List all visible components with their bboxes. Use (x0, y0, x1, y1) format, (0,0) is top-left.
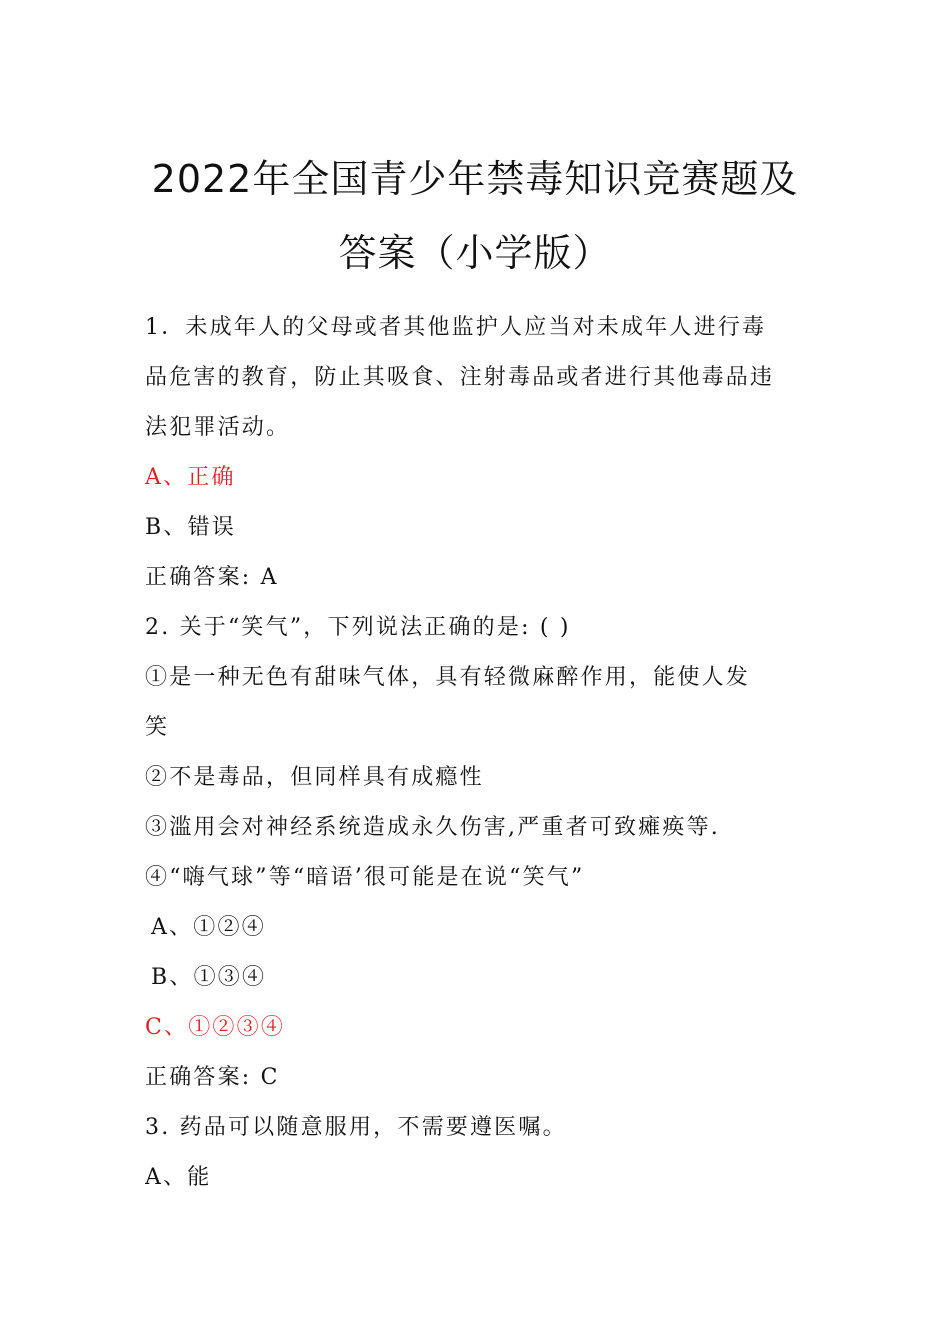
question-2-item-2: ②不是毒品，但同样具有成瘾性 (145, 765, 484, 790)
question-1-answer: 正确答案: A (145, 565, 279, 590)
question-1-option-b: B、错误 (145, 515, 236, 540)
question-1-text-line-1: 1．未成年人的父母或者其他监护人应当对未成年人进行毒 (145, 315, 767, 340)
document-title-line-1: 2022年全国青少年禁毒知识竞赛题及 (151, 157, 799, 201)
question-1-option-a-correct: A、正确 (145, 465, 236, 490)
question-1-text-line-2: 品危害的教育，防止其吸食、注射毒品或者进行其他毒品违 (145, 365, 775, 390)
question-2-option-b: B、①③④ (151, 965, 267, 990)
question-1-text-line-3: 法犯罪活动。 (145, 415, 291, 440)
question-2-item-3: ③滥用会对神经系统造成永久伤害,严重者可致瘫痪等. (145, 815, 720, 840)
question-2-option-a: A、①②④ (151, 915, 266, 940)
question-2-item-1-line-1: ①是一种无色有甜味气体，具有轻微麻醉作用，能使人发 (145, 665, 751, 690)
question-list (145, 303, 815, 1203)
question-2-answer: 正确答案: C (145, 1065, 280, 1090)
question-3-text: 3. 药品可以随意服用，不需要遵医嘱。 (145, 1115, 567, 1140)
question-2-option-c-correct: C、①②③④ (145, 1015, 286, 1040)
question-2-text: 2. 关于“笑气”，下列说法正确的是: ( ) (145, 615, 571, 640)
question-3-option-a: A、能 (145, 1165, 212, 1190)
question-2-item-1-line-2: 笑 (145, 715, 170, 740)
question-2-item-4: ④“嗨气球”等“暗语’很可能是在说“笑气” (145, 865, 585, 890)
document-title-line-2: 答案（小学版） (338, 231, 612, 275)
